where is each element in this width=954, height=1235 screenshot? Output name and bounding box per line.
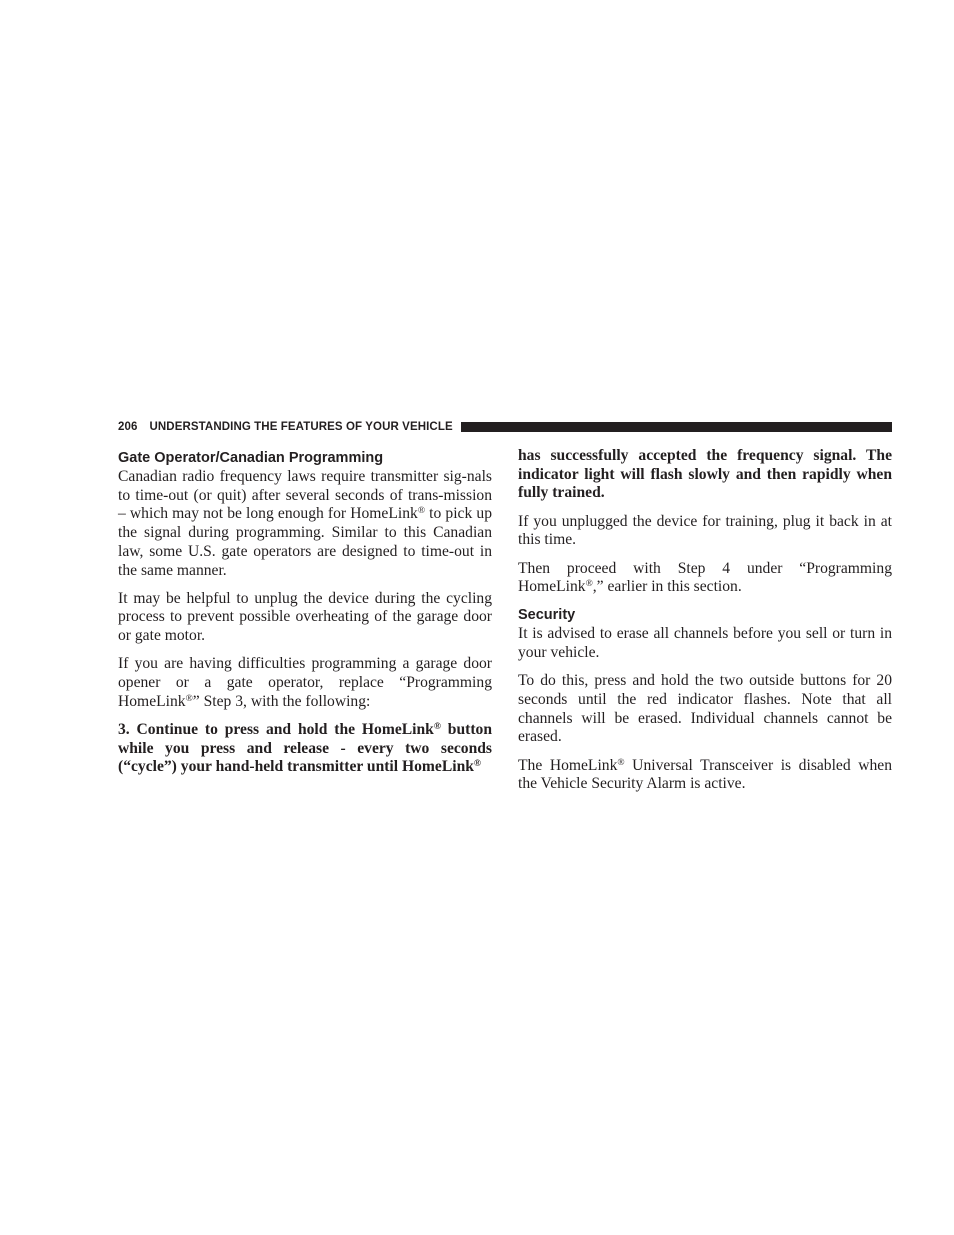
paragraph-proceed-step-4: Then proceed with Step 4 under “Programming HomeLink®,” earlier in this section. — [518, 559, 892, 596]
paragraph-difficulties: If you are having difficulties programming a garage door opener or a gate operator, replace “Programming HomeLink®” Step 3, with the following: — [118, 655, 492, 710]
left-column — [118, 447, 492, 787]
registered-mark: ® — [433, 721, 441, 732]
paragraph-erase-channels: It is advised to erase all channels before you sell or turn in your vehicle. — [518, 625, 892, 662]
paragraph-plug-back: If you unplugged the device for training, plug it back in at this time. — [518, 512, 892, 549]
running-title: UNDERSTANDING THE FEATURES OF YOUR VEHICLE — [149, 421, 453, 433]
section-heading-security: Security — [518, 607, 576, 624]
paragraph-step-3-continued: has successfully accepted the frequency signal. The indicator light will flash slowly and then rapidly when fully trained. — [518, 447, 892, 502]
registered-mark: ® — [473, 759, 482, 770]
section-heading-gate-operator: Gate Operator/Canadian Programming — [118, 450, 384, 466]
page-header — [118, 419, 892, 435]
registered-mark: ® — [417, 506, 426, 517]
paragraph-transceiver-disabled: The HomeLink® Universal Transceiver is disabled when the Vehicle Security Alarm is active. — [518, 756, 893, 793]
header-rule — [461, 422, 892, 432]
paragraph-unplug-device: It may be helpful to unplug the device during the cycling process to prevent possible overheating of the garage door or gate motor. — [118, 589, 492, 645]
paragraph-step-3: 3. Continue to press and hold the HomeLink® button while you press and release - every two seconds (“cycle”) your hand-held transmitter until HomeLink® — [118, 720, 493, 776]
page-number: 206 — [118, 421, 138, 433]
registered-mark: ® — [617, 757, 625, 768]
paragraph-press-hold: To do this, press and hold the two outside buttons for 20 seconds until the red indicator flashes. Note that all channels will be erased. Individual channels cannot be erased. — [518, 672, 892, 746]
registered-mark: ® — [585, 579, 593, 590]
paragraph-canadian-laws: Canadian radio frequency laws require transmitter sig-nals to time-out (or quit) after several seconds of trans-mission – which may not be long enough for HomeLink® to pick up the signal during programming. Similar to this Canadian law, some U.S. gate operators are designed to time-out in the same manner. — [118, 468, 492, 579]
registered-mark: ® — [185, 693, 193, 704]
right-column — [518, 447, 892, 804]
